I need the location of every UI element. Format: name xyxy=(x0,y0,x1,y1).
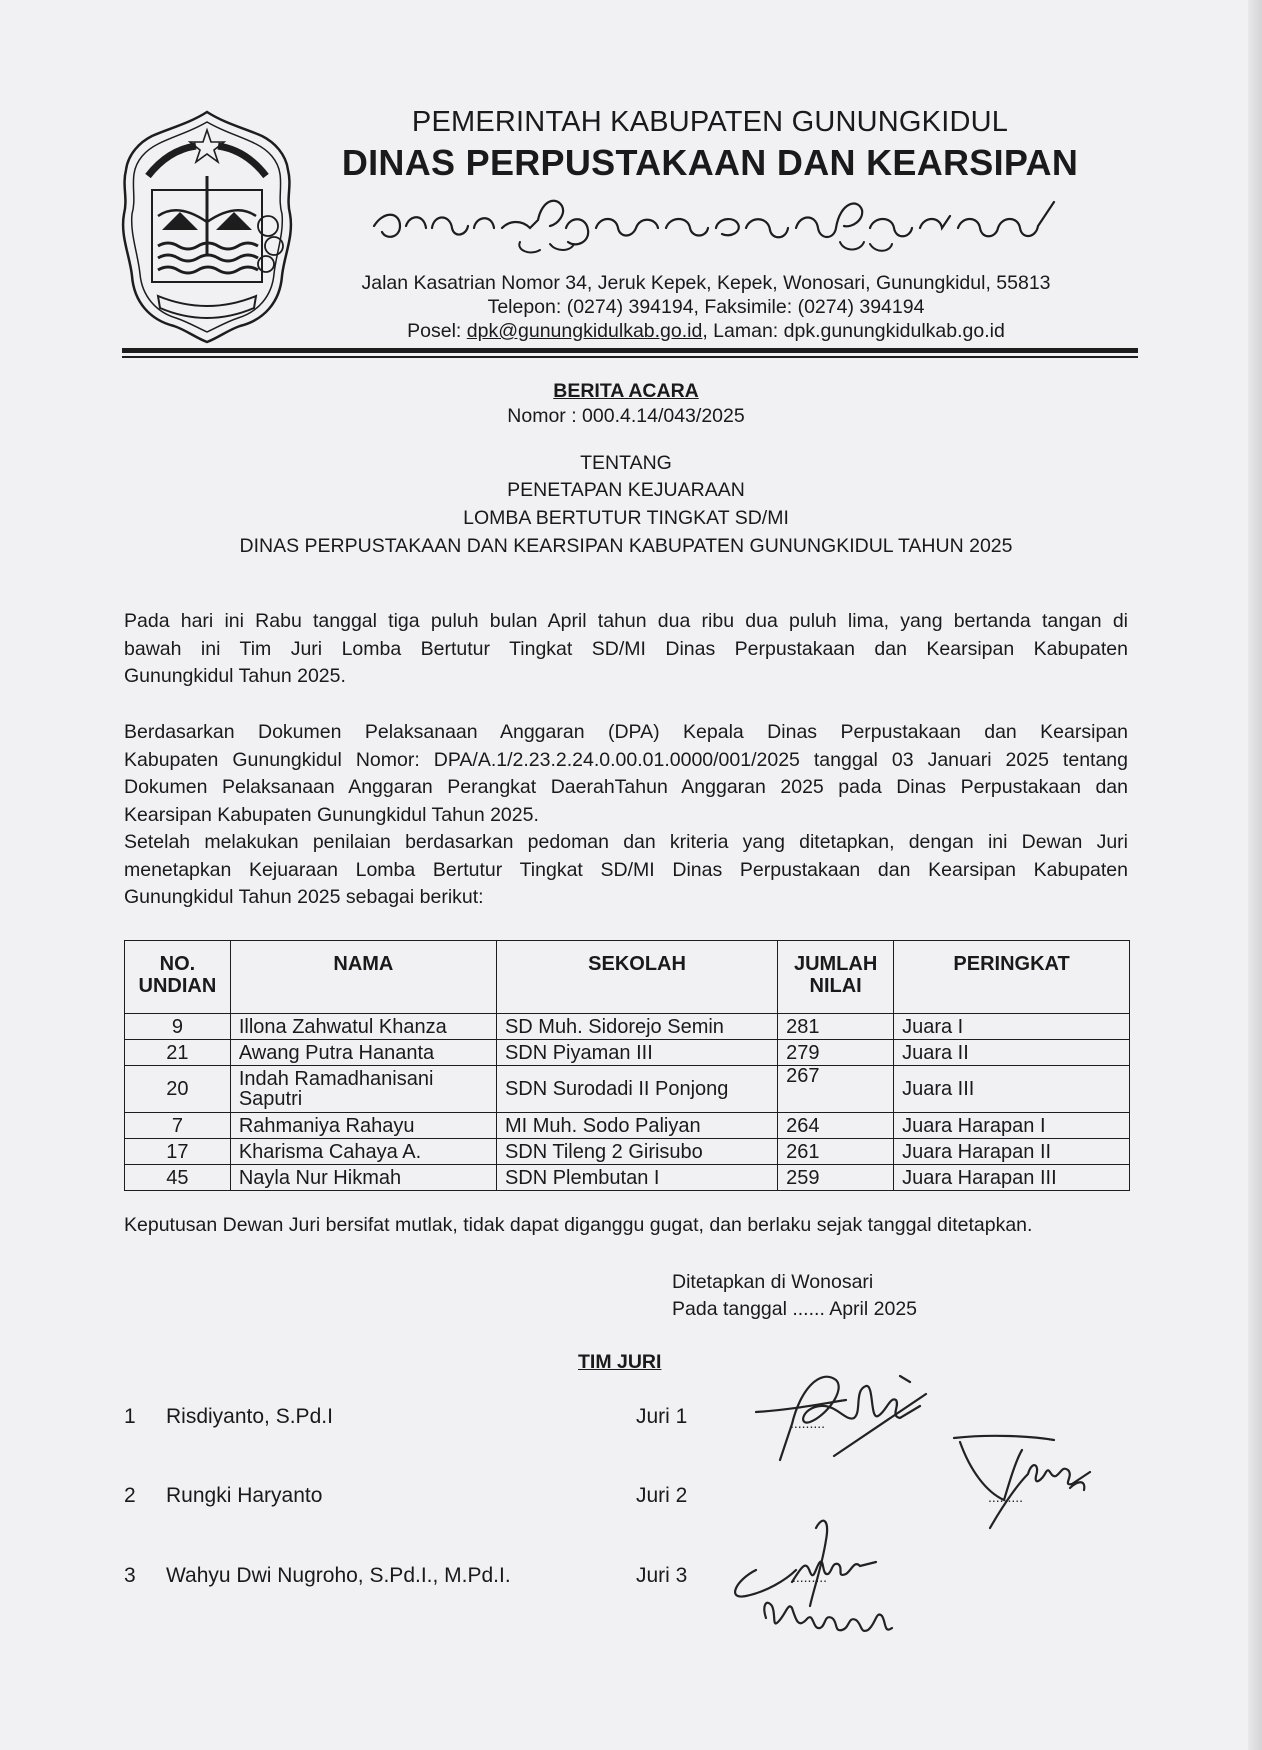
basis-paragraph xyxy=(124,719,1128,830)
header-peringkat: PERINGKAT xyxy=(894,941,1130,1014)
cell-peringkat: Juara I xyxy=(894,1014,1130,1040)
svg-text:.........: ......... xyxy=(988,1489,1024,1505)
opening-paragraph xyxy=(124,608,1128,691)
title-line: DINAS PERPUSTAKAAN DAN KEARSIPAN KABUPATEN GUNUNGKIDUL TAHUN 2025 xyxy=(239,535,1013,557)
cell-no: 21 xyxy=(125,1040,231,1066)
cell-no: 20 xyxy=(125,1066,231,1113)
results-table xyxy=(124,940,1130,1191)
paragraph-line: Setelah melakukan penilaian berdasarkan pedoman dan kriteria yang ditetapkan, dengan ini Dewan Juri xyxy=(124,831,1128,853)
date-of-issue: Pada tanggal ...... April 2025 xyxy=(672,1298,918,1320)
table-row xyxy=(125,1165,1130,1191)
cell-nama: Indah Ramadhanisani Saputri xyxy=(230,1066,496,1113)
signature-juri-2 xyxy=(950,1430,1100,1530)
cell-nilai: 261 xyxy=(778,1139,894,1165)
cell-sekolah: SDN Tileng 2 Girisubo xyxy=(496,1139,777,1165)
cell-peringkat: Juara III xyxy=(894,1066,1130,1113)
cell-nilai: 279 xyxy=(778,1040,894,1066)
header-no-undian: NO. UNDIAN xyxy=(125,941,231,1014)
cell-peringkat: Juara Harapan II xyxy=(894,1139,1130,1165)
cell-sekolah: SDN Plembutan I xyxy=(496,1165,777,1191)
signature-juri-1 xyxy=(750,1360,930,1470)
document-heading: BERITA ACARA xyxy=(553,380,699,402)
signature-juri-3 xyxy=(726,1510,916,1650)
table-row xyxy=(125,1139,1130,1165)
title-line: PENETAPAN KEJUARAAN xyxy=(507,479,745,501)
cell-sekolah: SDN Piyaman III xyxy=(496,1040,777,1066)
letterhead-government: PEMERINTAH KABUPATEN GUNUNGKIDUL xyxy=(411,106,1009,138)
cell-peringkat: Juara II xyxy=(894,1040,1130,1066)
jury-role: Juri 3 xyxy=(636,1564,688,1587)
email-link[interactable]: dpk@gunungkidulkab.go.id xyxy=(466,320,703,342)
document-number: Nomor : 000.4.14/043/2025 xyxy=(507,405,745,427)
cell-nama: Nayla Nur Hikmah xyxy=(230,1165,496,1191)
jury-number: 2 xyxy=(124,1484,136,1507)
svg-text:.........: ......... xyxy=(790,1415,826,1431)
table-row xyxy=(125,1113,1130,1139)
paragraph-line: bawah ini Tim Juri Lomba Bertutur Tingkat SD/MI Dinas Perpustakaan dan Kearsipan Kabupaten xyxy=(124,637,1128,660)
letterhead-phone: Telepon: (0274) 394194, Faksimile: (0274) 394194 xyxy=(487,296,925,318)
table-row xyxy=(125,1014,1130,1040)
cell-nilai: 264 xyxy=(778,1113,894,1139)
cell-sekolah: MI Muh. Sodo Paliyan xyxy=(496,1113,777,1139)
letterhead-rule-thin xyxy=(122,356,1138,358)
header-sekolah: SEKOLAH xyxy=(496,941,777,1014)
letterhead-office: DINAS PERPUSTAKAAN DAN KEARSIPAN xyxy=(341,142,1079,183)
table-header-row xyxy=(125,941,1130,1014)
paragraph-line: menetapkan Kejuaraan Lomba Bertutur Tingkat SD/MI Dinas Perpustakaan dan Kearsipan Kabupaten xyxy=(124,858,1128,881)
letterhead-rule-thick xyxy=(122,348,1138,353)
cell-nama: Awang Putra Hananta xyxy=(230,1040,496,1066)
cell-nilai: 259 xyxy=(778,1165,894,1191)
closing-statement: Keputusan Dewan Juri bersifat mutlak, tidak dapat diganggu gugat, dan berlaku sejak tanggal ditetapkan. xyxy=(124,1214,1033,1236)
jury-role: Juri 2 xyxy=(636,1484,688,1507)
cell-nama: Rahmaniya Rahayu xyxy=(230,1113,496,1139)
jury-number: 1 xyxy=(124,1405,136,1428)
table-row xyxy=(125,1040,1130,1066)
gunungkidul-regency-emblem-icon xyxy=(118,106,296,346)
website-text: , Laman: dpk.gunungkidulkab.go.id xyxy=(702,320,1005,342)
cell-peringkat: Juara Harapan I xyxy=(894,1113,1130,1139)
paragraph-line: Berdasarkan Dokumen Pelaksanaan Anggaran (DPA) Kepala Dinas Perpustakaan dan Kearsipan xyxy=(124,721,1128,743)
cell-no: 9 xyxy=(125,1014,231,1040)
place-of-issue: Ditetapkan di Wonosari xyxy=(672,1271,874,1293)
svg-text:.........: ......... xyxy=(792,1569,828,1585)
cell-no: 17 xyxy=(125,1139,231,1165)
cell-sekolah: SDN Surodadi II Ponjong xyxy=(496,1066,777,1113)
cell-nilai: 281 xyxy=(778,1014,894,1040)
title-line: TENTANG xyxy=(580,452,672,474)
jury-heading: TIM JURI xyxy=(578,1351,662,1373)
paragraph-line: Pada hari ini Rabu tanggal tiga puluh bulan April tahun dua ribu dua puluh lima, yang bertanda tangan di xyxy=(124,610,1128,632)
cell-peringkat: Juara Harapan III xyxy=(894,1165,1130,1191)
paragraph-line: Kabupaten Gunungkidul Nomor: DPA/A.1/2.23.2.24.0.00.01.0000/001/2025 tanggal 03 Januari 2025 tentang xyxy=(124,748,1128,771)
cell-no: 7 xyxy=(125,1113,231,1139)
page-edge-shadow xyxy=(1248,0,1262,1750)
jury-name: Rungki Haryanto xyxy=(166,1484,323,1507)
header-jumlah-nilai: JUMLAH NILAI xyxy=(778,941,894,1014)
javanese-script-line xyxy=(370,190,1060,260)
decision-paragraph xyxy=(124,829,1128,912)
cell-nilai: 267 xyxy=(778,1066,894,1113)
jury-role: Juri 1 xyxy=(636,1405,688,1428)
letterhead-address: Jalan Kasatrian Nomor 34, Jeruk Kepek, Kepek, Wonosari, Gunungkidul, 55813 xyxy=(361,272,1051,294)
cell-no: 45 xyxy=(125,1165,231,1191)
paragraph-line: Gunungkidul Tahun 2025 sebagai berikut: xyxy=(124,886,484,909)
table-row xyxy=(125,1066,1130,1113)
jury-name: Wahyu Dwi Nugroho, S.Pd.I., M.Pd.I. xyxy=(166,1564,511,1587)
cell-nama: Kharisma Cahaya A. xyxy=(230,1139,496,1165)
jury-number: 3 xyxy=(124,1564,136,1587)
paragraph-line: Kearsipan Kabupaten Gunungkidul Tahun 2025. xyxy=(124,804,539,827)
letterhead-contact xyxy=(336,320,1076,343)
jury-name: Risdiyanto, S.Pd.I xyxy=(166,1405,333,1428)
paragraph-line: Dokumen Pelaksanaan Anggaran Perangkat DaerahTahun Anggaran 2025 pada Dinas Perpustakaan dan xyxy=(124,776,1128,799)
title-line: LOMBA BERTUTUR TINGKAT SD/MI xyxy=(463,507,789,529)
email-prefix: Posel: xyxy=(407,320,467,342)
cell-nama: Illona Zahwatul Khanza xyxy=(230,1014,496,1040)
header-nama: NAMA xyxy=(230,941,496,1014)
cell-sekolah: SD Muh. Sidorejo Semin xyxy=(496,1014,777,1040)
paragraph-line: Gunungkidul Tahun 2025. xyxy=(124,665,346,688)
